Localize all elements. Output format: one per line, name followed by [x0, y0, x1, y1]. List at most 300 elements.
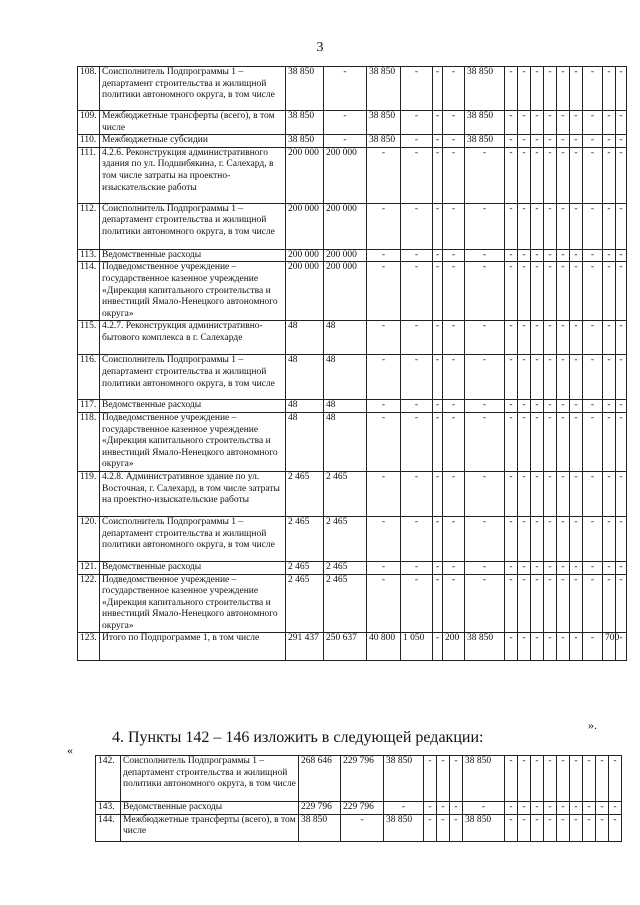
amount-cell: -: [505, 471, 518, 516]
amount-cell: 200 000: [286, 249, 324, 262]
amount-cell: 48: [286, 321, 324, 355]
amount-cell: -: [433, 516, 443, 561]
amount-cell: -: [557, 355, 570, 400]
amount-cell: -: [518, 203, 531, 249]
amount-cell: 38 850: [367, 135, 401, 148]
amount-cell: -: [609, 802, 622, 815]
amount-cell: 2 465: [286, 471, 324, 516]
amount-cell: -: [583, 147, 603, 203]
row-description: Ведомственные расходы: [100, 400, 286, 413]
amount-cell: -: [367, 412, 401, 471]
amount-cell: 229 796: [341, 802, 384, 815]
amount-cell: -: [443, 574, 465, 633]
amount-cell: 700: [603, 633, 616, 661]
closing-quote: ».: [588, 718, 597, 732]
amount-cell: -: [616, 574, 627, 633]
amount-cell: -: [433, 249, 443, 262]
amount-cell: -: [367, 400, 401, 413]
amount-cell: 38 850: [465, 111, 505, 135]
amount-cell: -: [443, 249, 465, 262]
amount-cell: -: [443, 203, 465, 249]
amount-cell: -: [401, 471, 433, 516]
amount-cell: 48: [286, 400, 324, 413]
amount-cell: -: [583, 802, 596, 815]
table-row: [78, 135, 627, 148]
amount-cell: -: [603, 147, 616, 203]
opening-quote: «: [67, 743, 73, 757]
row-description: Соисполнитель Подпрограммы 1 – департамент строительства и жилищной политики автономного округа, в том числе: [100, 355, 286, 400]
amount-cell: -: [557, 471, 570, 516]
amount-cell: -: [583, 400, 603, 413]
amount-cell: -: [465, 471, 505, 516]
budget-table-replacement: [95, 755, 622, 842]
amount-cell: -: [367, 249, 401, 262]
amount-cell: -: [505, 756, 518, 802]
table-row: [78, 355, 627, 400]
amount-cell: -: [401, 400, 433, 413]
amount-cell: 200 000: [286, 147, 324, 203]
amount-cell: -: [367, 321, 401, 355]
amount-cell: -: [583, 67, 603, 111]
amount-cell: -: [505, 321, 518, 355]
amount-cell: -: [570, 412, 583, 471]
amount-cell: -: [518, 802, 531, 815]
amount-cell: -: [603, 412, 616, 471]
amount-cell: -: [544, 802, 557, 815]
amount-cell: -: [603, 471, 616, 516]
amount-cell: 48: [286, 412, 324, 471]
table-row: [78, 574, 627, 633]
amount-cell: 38 850: [465, 67, 505, 111]
amount-cell: -: [531, 249, 544, 262]
amount-cell: -: [544, 756, 557, 802]
amount-cell: -: [570, 814, 583, 841]
amount-cell: -: [443, 67, 465, 111]
amount-cell: -: [324, 67, 367, 111]
amount-cell: -: [603, 203, 616, 249]
amount-cell: -: [518, 561, 531, 574]
amount-cell: -: [465, 249, 505, 262]
amount-cell: -: [557, 111, 570, 135]
amount-cell: -: [505, 355, 518, 400]
amount-cell: -: [367, 574, 401, 633]
row-number: 144.: [96, 814, 121, 841]
amount-cell: -: [544, 262, 557, 321]
row-number: 112.: [78, 203, 100, 249]
amount-cell: -: [557, 516, 570, 561]
row-number: 119.: [78, 471, 100, 516]
amount-cell: -: [570, 262, 583, 321]
table-row: [78, 561, 627, 574]
amount-cell: -: [384, 802, 424, 815]
amount-cell: -: [570, 321, 583, 355]
amount-cell: -: [596, 802, 609, 815]
row-description: Соисполнитель Подпрограммы 1 – департамент строительства и жилищной политики автономного округа, в том числе: [100, 67, 286, 111]
amount-cell: -: [424, 814, 437, 841]
amount-cell: -: [505, 67, 518, 111]
amount-cell: -: [583, 111, 603, 135]
amount-cell: -: [433, 561, 443, 574]
amount-cell: -: [443, 561, 465, 574]
amount-cell: -: [557, 802, 570, 815]
row-number: 120.: [78, 516, 100, 561]
amount-cell: -: [324, 111, 367, 135]
amount-cell: 38 850: [286, 111, 324, 135]
amount-cell: -: [450, 802, 463, 815]
amount-cell: -: [544, 321, 557, 355]
amount-cell: -: [505, 400, 518, 413]
section-heading: 4. Пункты 142 – 146 изложить в следующей редакции:: [112, 729, 484, 746]
amount-cell: 38 850: [465, 135, 505, 148]
amount-cell: -: [570, 633, 583, 661]
amount-cell: -: [544, 633, 557, 661]
amount-cell: -: [505, 249, 518, 262]
amount-cell: -: [531, 802, 544, 815]
table-row: [78, 412, 627, 471]
amount-cell: 38 850: [384, 756, 424, 802]
amount-cell: -: [583, 249, 603, 262]
amount-cell: -: [603, 400, 616, 413]
amount-cell: -: [518, 355, 531, 400]
amount-cell: -: [570, 355, 583, 400]
amount-cell: -: [570, 561, 583, 574]
amount-cell: -: [401, 203, 433, 249]
amount-cell: 40 800: [367, 633, 401, 661]
amount-cell: -: [433, 111, 443, 135]
amount-cell: -: [544, 412, 557, 471]
amount-cell: -: [518, 412, 531, 471]
amount-cell: -: [557, 814, 570, 841]
amount-cell: 268 646: [299, 756, 341, 802]
row-description: Межбюджетные трансферты (всего), в том числе: [121, 814, 299, 841]
amount-cell: -: [616, 67, 627, 111]
row-description: Соисполнитель Подпрограммы 1 – департамент строительства и жилищной политики автономного округа, в том числе: [121, 756, 299, 802]
amount-cell: -: [603, 249, 616, 262]
amount-cell: 229 796: [341, 756, 384, 802]
amount-cell: -: [603, 321, 616, 355]
amount-cell: -: [557, 400, 570, 413]
amount-cell: -: [401, 111, 433, 135]
amount-cell: -: [443, 147, 465, 203]
row-description: Ведомственные расходы: [100, 561, 286, 574]
amount-cell: -: [583, 471, 603, 516]
row-number: 142.: [96, 756, 121, 802]
row-description: Межбюджетные трансферты (всего), в том числе: [100, 111, 286, 135]
amount-cell: -: [557, 135, 570, 148]
amount-cell: 2 465: [324, 561, 367, 574]
amount-cell: -: [505, 814, 518, 841]
amount-cell: -: [544, 561, 557, 574]
amount-cell: -: [401, 355, 433, 400]
amount-cell: 200: [443, 633, 465, 661]
amount-cell: 38 850: [384, 814, 424, 841]
row-number: 117.: [78, 400, 100, 413]
amount-cell: -: [433, 400, 443, 413]
table-row: [78, 262, 627, 321]
amount-cell: -: [437, 756, 450, 802]
amount-cell: -: [324, 135, 367, 148]
amount-cell: -: [505, 111, 518, 135]
amount-cell: -: [443, 321, 465, 355]
amount-cell: -: [443, 135, 465, 148]
table-row: [78, 321, 627, 355]
row-description: 4.2.7. Реконструкция административно-бытового комплекса в г. Салехарде: [100, 321, 286, 355]
amount-cell: -: [518, 67, 531, 111]
amount-cell: 2 465: [324, 516, 367, 561]
amount-cell: -: [465, 574, 505, 633]
amount-cell: -: [544, 203, 557, 249]
amount-cell: -: [505, 633, 518, 661]
amount-cell: 38 850: [463, 814, 505, 841]
amount-cell: -: [557, 249, 570, 262]
amount-cell: 2 465: [286, 574, 324, 633]
amount-cell: -: [367, 147, 401, 203]
amount-cell: -: [583, 135, 603, 148]
amount-cell: -: [433, 203, 443, 249]
amount-cell: -: [544, 147, 557, 203]
row-description: Соисполнитель Подпрограммы 1 – департамент строительства и жилищной политики автономного округа, в том числе: [100, 516, 286, 561]
amount-cell: -: [616, 633, 627, 661]
row-description: Подведомственное учреждение – государственное казенное учреждение «Дирекция капитального строительства и инвестиций Ямало-Ненецкого автономного округа»: [100, 262, 286, 321]
table-row: [78, 400, 627, 413]
amount-cell: -: [583, 516, 603, 561]
amount-cell: -: [603, 516, 616, 561]
amount-cell: -: [518, 400, 531, 413]
amount-cell: -: [437, 814, 450, 841]
amount-cell: 38 850: [465, 633, 505, 661]
amount-cell: -: [505, 412, 518, 471]
amount-cell: -: [433, 412, 443, 471]
amount-cell: 1 050: [401, 633, 433, 661]
amount-cell: -: [401, 249, 433, 262]
amount-cell: -: [616, 111, 627, 135]
amount-cell: -: [557, 262, 570, 321]
amount-cell: -: [367, 471, 401, 516]
table-row: [96, 802, 622, 815]
amount-cell: -: [505, 262, 518, 321]
table-row: [78, 203, 627, 249]
amount-cell: -: [583, 203, 603, 249]
amount-cell: -: [450, 814, 463, 841]
amount-cell: -: [367, 203, 401, 249]
table-row: [96, 756, 622, 802]
amount-cell: -: [531, 471, 544, 516]
amount-cell: -: [465, 516, 505, 561]
amount-cell: 48: [324, 412, 367, 471]
amount-cell: -: [570, 802, 583, 815]
amount-cell: -: [531, 67, 544, 111]
amount-cell: -: [401, 67, 433, 111]
amount-cell: -: [609, 756, 622, 802]
amount-cell: -: [616, 471, 627, 516]
amount-cell: -: [616, 355, 627, 400]
row-number: 110.: [78, 135, 100, 148]
amount-cell: -: [583, 574, 603, 633]
amount-cell: -: [518, 111, 531, 135]
amount-cell: -: [367, 516, 401, 561]
amount-cell: -: [518, 516, 531, 561]
amount-cell: -: [557, 633, 570, 661]
amount-cell: -: [544, 471, 557, 516]
amount-cell: -: [544, 516, 557, 561]
amount-cell: -: [443, 355, 465, 400]
row-description: 4.2.6. Реконструкция административного здания по ул. Подшибякина, г. Салехард, в том числе затраты на проектно-изыскательские работы: [100, 147, 286, 203]
amount-cell: 48: [286, 355, 324, 400]
amount-cell: 250 637: [324, 633, 367, 661]
amount-cell: -: [544, 574, 557, 633]
amount-cell: -: [616, 147, 627, 203]
amount-cell: -: [401, 262, 433, 321]
amount-cell: -: [443, 262, 465, 321]
amount-cell: -: [443, 471, 465, 516]
amount-cell: -: [557, 756, 570, 802]
amount-cell: -: [616, 135, 627, 148]
amount-cell: -: [433, 262, 443, 321]
amount-cell: -: [463, 802, 505, 815]
amount-cell: -: [616, 400, 627, 413]
table-row: [78, 516, 627, 561]
amount-cell: -: [531, 756, 544, 802]
table-row: [96, 814, 622, 841]
amount-cell: 200 000: [324, 249, 367, 262]
amount-cell: 291 437: [286, 633, 324, 661]
amount-cell: -: [531, 147, 544, 203]
amount-cell: -: [341, 814, 384, 841]
amount-cell: -: [443, 516, 465, 561]
amount-cell: -: [583, 355, 603, 400]
row-description: Итого по Подпрограмме 1, в том числе: [100, 633, 286, 661]
row-number: 115.: [78, 321, 100, 355]
amount-cell: -: [544, 400, 557, 413]
amount-cell: -: [401, 321, 433, 355]
amount-cell: -: [518, 147, 531, 203]
amount-cell: -: [505, 574, 518, 633]
amount-cell: -: [544, 135, 557, 148]
amount-cell: 48: [324, 355, 367, 400]
amount-cell: -: [616, 516, 627, 561]
amount-cell: -: [424, 756, 437, 802]
amount-cell: -: [583, 756, 596, 802]
table-row: [78, 471, 627, 516]
amount-cell: -: [544, 111, 557, 135]
amount-cell: -: [518, 135, 531, 148]
amount-cell: -: [570, 756, 583, 802]
amount-cell: 2 465: [286, 516, 324, 561]
amount-cell: -: [603, 355, 616, 400]
table-row: [78, 111, 627, 135]
amount-cell: -: [518, 321, 531, 355]
row-description: Межбюджетные субсидии: [100, 135, 286, 148]
row-number: 111.: [78, 147, 100, 203]
amount-cell: -: [505, 516, 518, 561]
amount-cell: -: [401, 147, 433, 203]
amount-cell: -: [596, 756, 609, 802]
amount-cell: 2 465: [324, 574, 367, 633]
row-number: 123.: [78, 633, 100, 661]
amount-cell: -: [616, 262, 627, 321]
amount-cell: -: [544, 249, 557, 262]
page-number: 3: [316, 40, 324, 55]
amount-cell: -: [505, 135, 518, 148]
amount-cell: -: [505, 802, 518, 815]
row-number: 109.: [78, 111, 100, 135]
amount-cell: -: [570, 147, 583, 203]
amount-cell: 38 850: [367, 111, 401, 135]
amount-cell: -: [544, 67, 557, 111]
amount-cell: -: [531, 574, 544, 633]
amount-cell: 38 850: [367, 67, 401, 111]
amount-cell: -: [531, 814, 544, 841]
row-number: 116.: [78, 355, 100, 400]
amount-cell: -: [531, 203, 544, 249]
amount-cell: -: [531, 135, 544, 148]
amount-cell: -: [437, 802, 450, 815]
amount-cell: 200 000: [324, 262, 367, 321]
row-number: 143.: [96, 802, 121, 815]
row-number: 108.: [78, 67, 100, 111]
amount-cell: -: [596, 814, 609, 841]
amount-cell: -: [465, 412, 505, 471]
amount-cell: -: [401, 516, 433, 561]
amount-cell: 200 000: [324, 203, 367, 249]
amount-cell: 38 850: [286, 67, 324, 111]
amount-cell: -: [518, 249, 531, 262]
amount-cell: -: [583, 814, 596, 841]
amount-cell: -: [531, 262, 544, 321]
amount-cell: -: [401, 135, 433, 148]
amount-cell: -: [433, 355, 443, 400]
amount-cell: -: [616, 203, 627, 249]
amount-cell: -: [583, 262, 603, 321]
table-row: [78, 147, 627, 203]
amount-cell: -: [443, 400, 465, 413]
amount-cell: -: [570, 67, 583, 111]
table-row: [78, 249, 627, 262]
amount-cell: -: [401, 574, 433, 633]
amount-cell: -: [570, 203, 583, 249]
amount-cell: -: [603, 111, 616, 135]
amount-cell: 38 850: [463, 756, 505, 802]
amount-cell: -: [531, 516, 544, 561]
amount-cell: -: [443, 111, 465, 135]
amount-cell: -: [531, 321, 544, 355]
amount-cell: -: [367, 355, 401, 400]
amount-cell: -: [583, 561, 603, 574]
amount-cell: -: [557, 574, 570, 633]
row-description: Подведомственное учреждение – государственное казенное учреждение «Дирекция капитального строительства и инвестиций Ямало-Ненецкого автономного округа»: [100, 574, 286, 633]
row-number: 113.: [78, 249, 100, 262]
amount-cell: -: [518, 756, 531, 802]
amount-cell: -: [401, 412, 433, 471]
amount-cell: 200 000: [286, 262, 324, 321]
table-row: [78, 67, 627, 111]
amount-cell: 48: [324, 321, 367, 355]
amount-cell: -: [583, 633, 603, 661]
amount-cell: -: [570, 111, 583, 135]
amount-cell: -: [557, 412, 570, 471]
amount-cell: -: [465, 400, 505, 413]
amount-cell: -: [603, 67, 616, 111]
amount-cell: -: [531, 633, 544, 661]
row-number: 122.: [78, 574, 100, 633]
amount-cell: -: [465, 355, 505, 400]
amount-cell: -: [505, 561, 518, 574]
amount-cell: -: [465, 147, 505, 203]
amount-cell: -: [544, 814, 557, 841]
amount-cell: -: [557, 203, 570, 249]
amount-cell: 48: [324, 400, 367, 413]
amount-cell: -: [518, 471, 531, 516]
